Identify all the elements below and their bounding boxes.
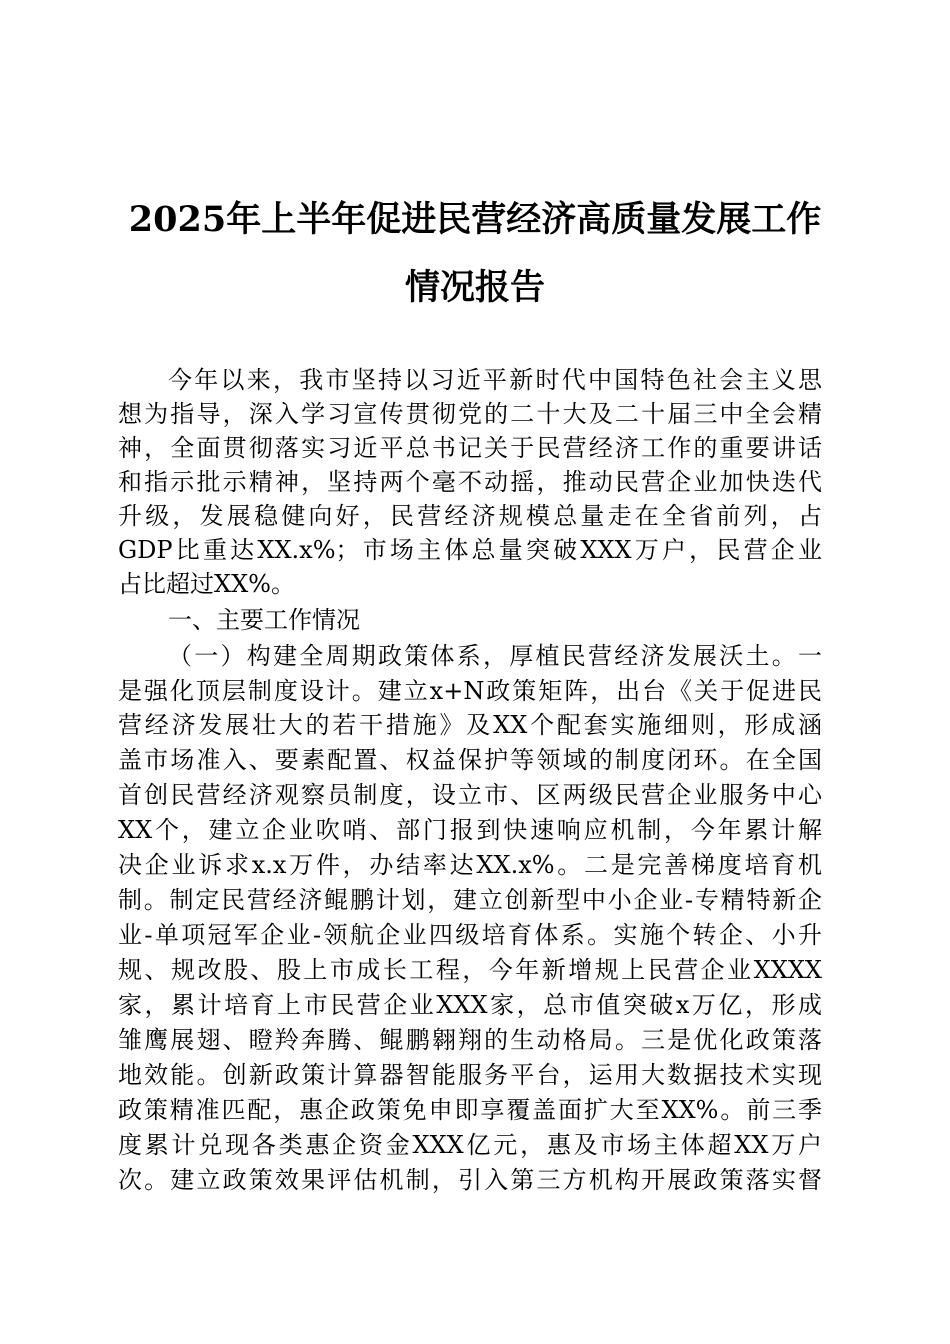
section-heading: 一、主要工作情况: [168, 606, 360, 634]
intro-paragraph-line: 今年以来，我市坚持以习近平新时代中国特色社会主义思: [168, 366, 822, 394]
section-paragraph-line: 首创民营经济观察员制度，设立市、区两级民营企业服务中心: [118, 781, 822, 809]
section-paragraph-line: 度累计兑现各类惠企资金XXX亿元，惠及市场主体超XX万户: [118, 1131, 822, 1159]
intro-paragraph-line: 想为指导，深入学习宣传贯彻党的二十大及二十届三中全会精: [118, 400, 822, 428]
intro-paragraph-line: 神，全面贯彻落实习近平总书记关于民营经济工作的重要讲话: [118, 434, 822, 462]
section-paragraph-line: 次。建立政策效果评估机制，引入第三方机构开展政策落实督: [118, 1166, 822, 1194]
section-paragraph-line: 规、规改股、股上市成长工程，今年新增规上民营企业XXXX: [118, 956, 822, 984]
section-paragraph-line: 雏鹰展翅、瞪羚奔腾、鲲鹏翱翔的生动格局。三是优化政策落: [118, 1026, 822, 1054]
intro-paragraph-line: 占比超过XX%。: [118, 570, 295, 598]
section-paragraph-line: 决企业诉求x.x万件，办结率达XX.x%。二是完善梯度培育机: [118, 851, 822, 879]
section-paragraph-line: 家，累计培育上市民营企业XXX家，总市值突破x万亿，形成: [118, 991, 822, 1019]
intro-paragraph-line: 升级，发展稳健向好，民营经济规模总量走在全省前列，占: [118, 502, 822, 530]
section-paragraph-line: 政策精准匹配，惠企政策免申即享覆盖面扩大至XX%。前三季: [118, 1096, 822, 1124]
section-paragraph-line: 制。制定民营经济鲲鹏计划，建立创新型中小企业-专精特新企: [118, 886, 822, 914]
intro-paragraph-line: GDP比重达XX.x%；市场主体总量突破XXX万户，民营企业: [118, 536, 822, 564]
intro-paragraph-line: 和指示批示精神，坚持两个毫不动摇，推动民营企业加快迭代: [118, 468, 822, 496]
section-paragraph-line: 营经济发展壮大的若干措施》及XX个配套实施细则，形成涵: [118, 711, 822, 739]
section-paragraph-line: （一）构建全周期政策体系，厚植民营经济发展沃土。一: [168, 642, 822, 670]
document-title-line-1: 2025年上半年促进民营经济高质量发展工作: [128, 199, 822, 240]
section-paragraph-line: 地效能。创新政策计算器智能服务平台，运用大数据技术实现: [118, 1061, 822, 1089]
section-paragraph-line: XX个，建立企业吹哨、部门报到快速响应机制，今年累计解: [118, 816, 822, 844]
document-title-line-2: 情况报告: [404, 267, 545, 308]
section-paragraph-line: 是强化顶层制度设计。建立x+N政策矩阵，出台《关于促进民: [118, 677, 822, 705]
section-paragraph-line: 业-单项冠军企业-领航企业四级培育体系。实施个转企、小升: [118, 921, 822, 949]
section-paragraph-line: 盖市场准入、要素配置、权益保护等领域的制度闭环。在全国: [118, 746, 822, 774]
